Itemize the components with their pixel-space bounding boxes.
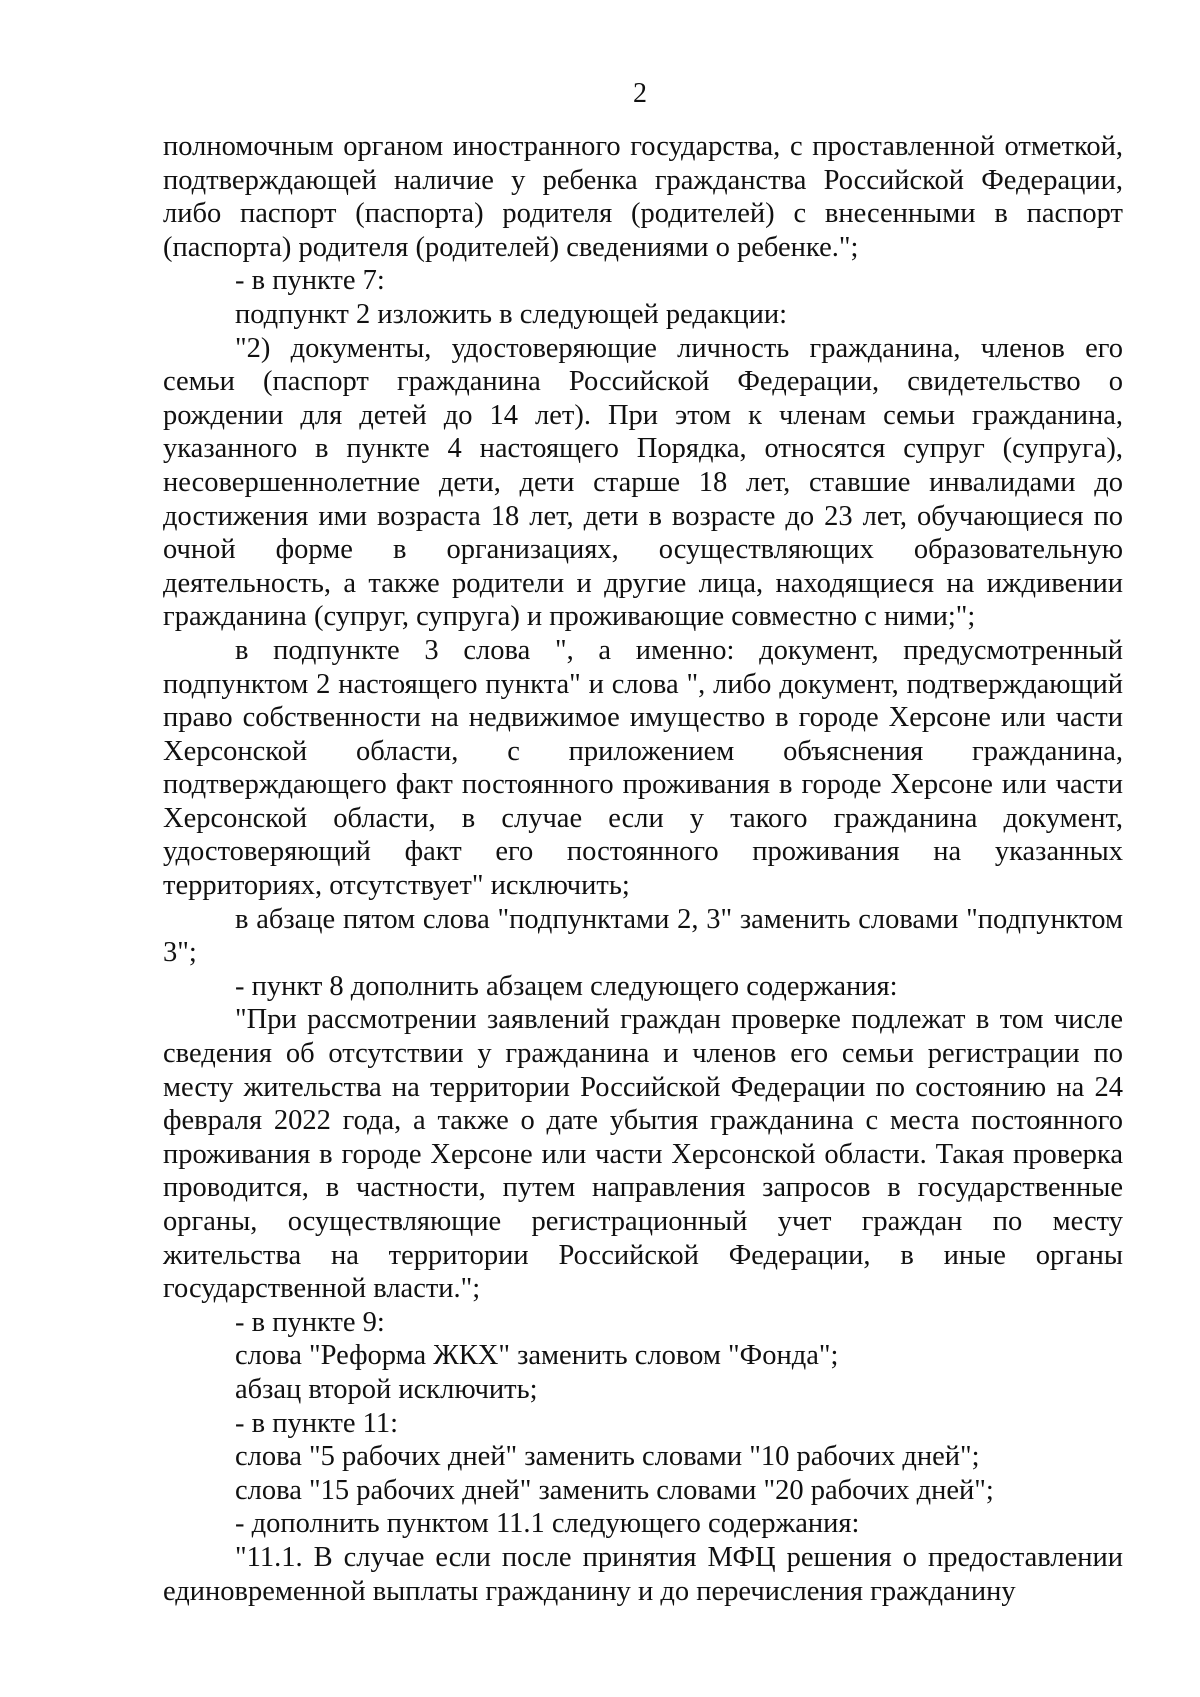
paragraph: "11.1. В случае если после принятия МФЦ решения о предоставлении единовременной выплаты гражданину и до перечисления гражданину xyxy=(163,1541,1123,1607)
paragraph: слова "Реформа ЖКХ" заменить словом "Фонда"; xyxy=(235,1340,839,1372)
document-body xyxy=(163,130,1123,1608)
paragraph: в подпункте 3 слова ", а именно: документ, предусмотренный подпунктом 2 настоящего пункта" и слова ", либо документ, подтверждающий право собственности на недвижимое имущество в городе Херсоне или части Херсонской области, с приложением объяснения гражданина, подтверждающего факт постоянного проживания в городе Херсоне или части Херсонской области, в случае если у такого гражданина документ, удостоверяющий факт его постоянного проживания на указанных территориях, отсутствует" исключить; xyxy=(163,634,1123,902)
page-number: 2 xyxy=(633,78,647,109)
paragraph: - в пункте 7: xyxy=(235,265,385,297)
paragraph: в абзаце пятом слова "подпунктами 2, 3" заменить словами "подпунктом 3"; xyxy=(163,903,1123,969)
paragraph: слова "15 рабочих дней" заменить словами "20 рабочих дней"; xyxy=(235,1474,994,1506)
paragraph: "2) документы, удостоверяющие личность гражданина, членов его семьи (паспорт гражданина Российской Федерации, свидетельство о рождении для детей до 14 лет). При этом к членам семьи гражданина, указанного в пункте 4 настоящего Порядка, относятся супруг (супруга), несовершеннолетние дети, дети старше 18 лет, ставшие инвалидами до достижения ими возраста 18 лет, дети в возрасте до 23 лет, обучающиеся по очной форме в организациях, осуществляющих образовательную деятельность, а также родители и другие лица, находящиеся на иждивении гражданина (супруг, супруга) и проживающие совместно с ними;"; xyxy=(163,332,1123,633)
paragraph: - дополнить пунктом 11.1 следующего содержания: xyxy=(235,1508,860,1540)
paragraph: - в пункте 11: xyxy=(235,1407,399,1439)
paragraph: полномочным органом иностранного государства, с проставленной отметкой, подтверждающей наличие у ребенка гражданства Российской Федерации, либо паспорт (паспорта) родителя (родителей) с внесенными в паспорт (паспорта) родителя (родителей) сведениями о ребенке."; xyxy=(163,131,1123,263)
paragraph: "При рассмотрении заявлений граждан проверке подлежат в том числе сведения об отсутствии у гражданина и членов его семьи регистрации по месту жительства на территории Российской Федерации по состоянию на 24 февраля 2022 года, а также о дате убытия гражданина с места постоянного проживания в городе Херсоне или части Херсонской области. Такая проверка проводится, в частности, путем направления запросов в государственные органы, осуществляющие регистрационный учет граждан по месту жительства на территории Российской Федерации, в иные органы государственной власти."; xyxy=(163,1004,1123,1305)
paragraph: слова "5 рабочих дней" заменить словами "10 рабочих дней"; xyxy=(235,1441,980,1473)
paragraph: подпункт 2 изложить в следующей редакции: xyxy=(235,298,788,330)
paragraph: - в пункте 9: xyxy=(235,1306,385,1338)
paragraph: абзац второй исключить; xyxy=(235,1373,538,1405)
paragraph: - пункт 8 дополнить абзацем следующего содержания: xyxy=(235,970,898,1002)
